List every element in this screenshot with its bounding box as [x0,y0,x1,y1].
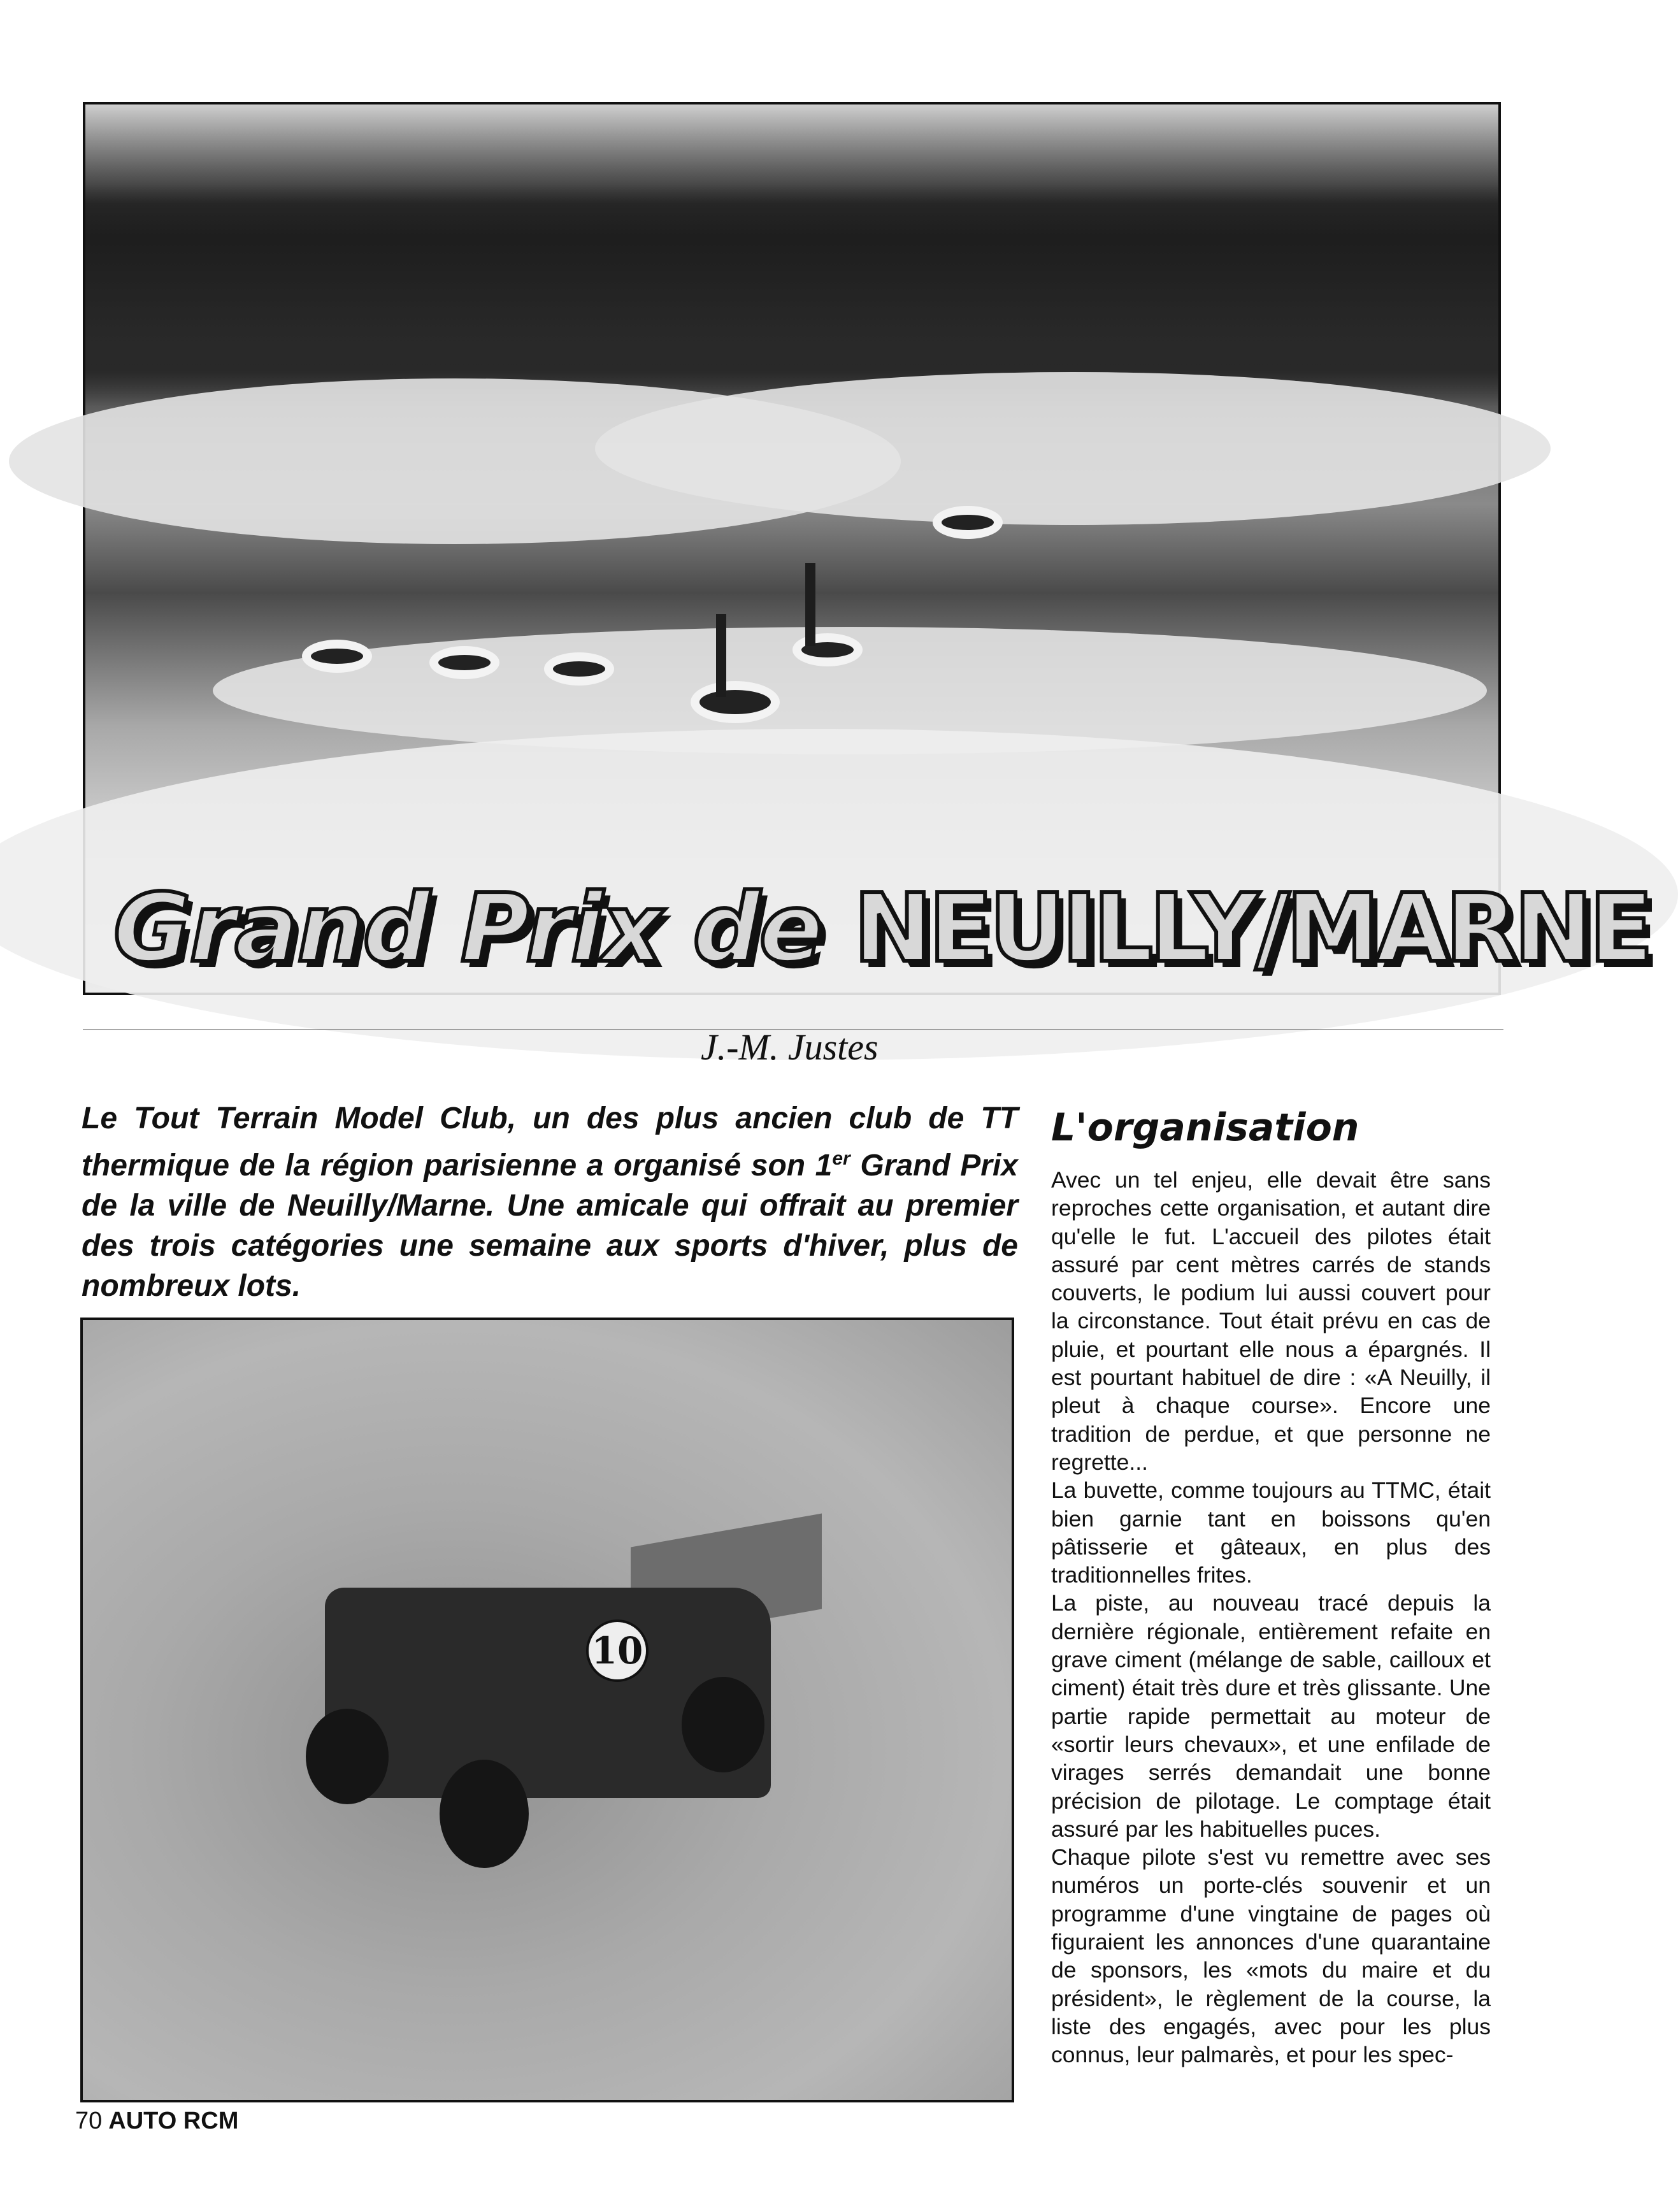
tyre-marker [691,681,780,723]
tyre-marker [429,646,499,679]
article-body-column [1051,1166,1491,2069]
car-number-badge: 10 [586,1620,649,1682]
article-title [113,873,1650,983]
body-paragraph: La piste, au nouveau tracé depuis la dernière régionale, entièrement refaite en grave ciment (mélange de sable, cailloux et ciment) était très dure et très glissante. Une partie rapide permettait au moteur de «sortir leurs chevaux», et une enfilade de virages serrés demandait une bonne précision de pilotage. Le comptage était assuré par les habituelles puces. [1051,1590,1491,1842]
body-paragraph: Chaque pilote s'est vu remettre avec ses numéros un porte-clés souvenir et un programme d'une vingtaine de pages où figuraient les annonces d'une quarantaine de sponsors, les «mots du maire et du président», le règlement de la course, la liste des engagés, avec pour les plus connus, leur palmarès, et pour les spec- [1051,1844,1491,2068]
buggy-photo [80,1318,1014,2102]
buggy-wheel [306,1709,389,1804]
magazine-name: AUTO RCM [108,2108,239,2134]
author-byline: J.-M. Justes [701,1026,878,1068]
page-footer [75,2108,238,2135]
title-part1: Grand Prix de [113,873,822,983]
track-post [716,614,726,697]
intro-paragraph: Le Tout Terrain Model Club, un des plus ancien club de TT thermique de la région parisienne a organisé son 1er Grand Prix de la ville de Neuilly/Marne. Une amicale qui offrait au premier des trois catégories une semaine aux sports d'hiver, plus de nombreux lots. [82,1102,1018,1303]
buggy-wheel [440,1760,529,1868]
section-heading: L'organisation [1051,1105,1359,1150]
tyre-marker [544,652,614,686]
page-number: 70 [75,2108,103,2134]
track-surface [595,372,1551,525]
body-paragraph: Avec un tel enjeu, elle devait être sans reproches cette organisation, et autant dire qu'elle le fut. L'accueil des pilotes était assuré par cent mètres carrés de stands couverts, le podium lui aussi couvert pour la circonstance. Tout était prévu en cas de pluie, et pourtant elle nous a épargnés. Il est pourtant habituel de dire : «A Neuilly, il pleut à chaque course». Encore une tradition de perdue, et que personne ne regrette... [1051,1167,1491,1475]
tyre-marker [933,506,1003,539]
track-post [805,563,815,646]
body-paragraph: La buvette, comme toujours au TTMC, était bien garnie tant en boissons qu'en pâtisserie et gâteaux, en plus des traditionnelles frites. [1051,1477,1491,1588]
tyre-marker [302,640,372,673]
track-photo [83,102,1501,995]
buggy-wheel [682,1677,764,1772]
title-part2: NEUILLY/MARNE [853,873,1650,983]
tyre-marker [792,633,863,666]
